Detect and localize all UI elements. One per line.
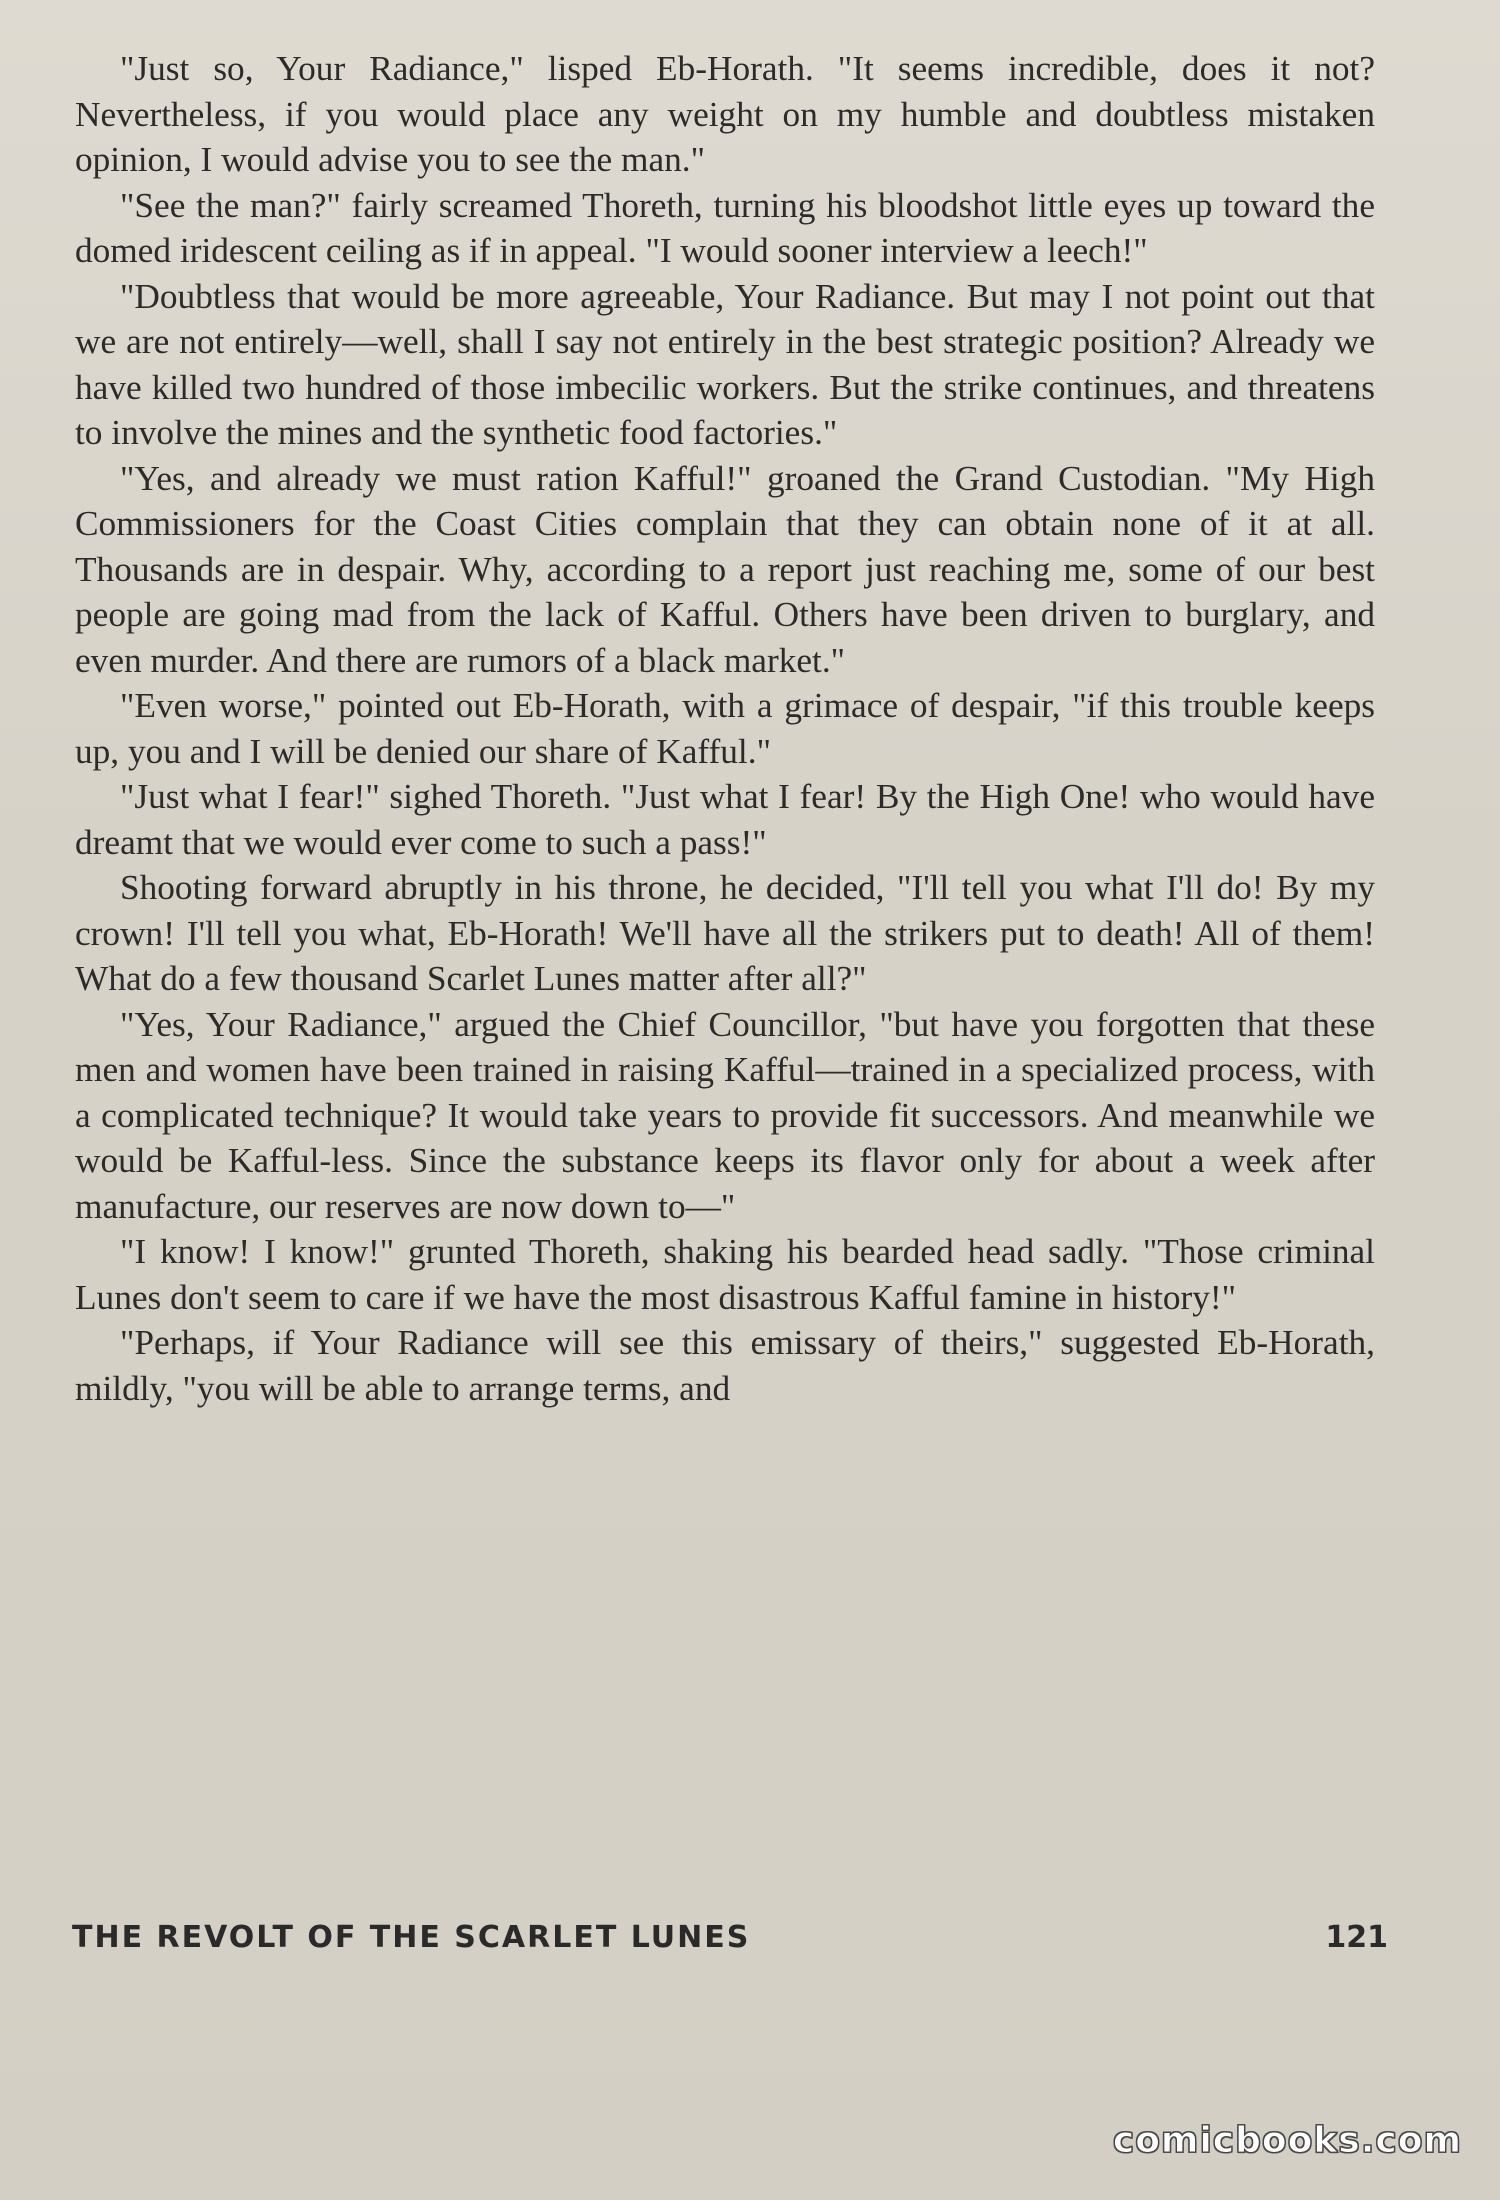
watermark: comicbooks.com (1112, 2120, 1462, 2161)
paragraph-3: "Doubtless that would be more agreeable, Your Radiance. But may I not point out that we are not entirely—well, shall I say not entirely in the best strategic position? Already we have killed two hundred of those imbecilic workers. But the strike continues, and threatens to involve the mines and the synthetic food factories." (75, 276, 1375, 452)
paragraph-10: "Perhaps, if Your Radiance will see this emissary of theirs," suggested Eb-Horath, mildly, "you will be able to arrange terms, and (75, 1323, 1375, 1408)
paragraph-8: "Yes, Your Radiance," argued the Chief Councillor, "but have you forgotten that these men and women have been trained in raising Kafful—trained in a specialized process, with a complicated technique? It would take years to provide fit successors. And meanwhile we would be Kafful-less. Since the substance keeps its flavor only for about a week after manufacture, our reserves are now down to—" (75, 1004, 1375, 1226)
paragraph-9: "I know! I know!" grunted Thoreth, shaking his bearded head sadly. "Those criminal Lunes don't seem to care if we have the most disastrous Kafful famine in history!" (75, 1232, 1375, 1317)
paragraph-4: "Yes, and already we must ration Kafful!" groaned the Grand Custodian. "My High Commissioners for the Coast Cities complain that they can obtain none of it at all. Thousands are in despair. Why, according to a report just reaching me, some of our best people are going mad from the lack of Kafful. Others have been driven to burglary, and even murder. And there are rumors of a black market." (75, 458, 1375, 680)
paragraph-1: "Just so, Your Radiance," lisped Eb-Horath. "It seems incredible, does it not? Nevertheless, if you would place any weight on my humble and doubtless mistaken opinion, I would advise you to see the man." (75, 49, 1375, 179)
paragraph-7: Shooting forward abruptly in his throne, he decided, "I'll tell you what I'll do! By my crown! I'll tell you what, Eb-Horath! We'll have all the strikers put to death! All of them! What do a few thousand Scarlet Lunes matter after all?" (75, 868, 1375, 998)
story-text (75, 46, 1375, 1411)
running-footer-title: THE REVOLT OF THE SCARLET LUNES (72, 1920, 751, 1955)
paragraph-6: "Just what I fear!" sighed Thoreth. "Just what I fear! By the High One! who would have dreamt that we would ever come to such a pass!" (75, 777, 1375, 862)
paragraph-5: "Even worse," pointed out Eb-Horath, with a grimace of despair, "if this trouble keeps up, you and I will be denied our share of Kafful." (75, 686, 1375, 771)
paragraph-2: "See the man?" fairly screamed Thoreth, turning his bloodshot little eyes up toward the domed iridescent ceiling as if in appeal. "I would sooner interview a leech!" (75, 185, 1375, 270)
page-number: 121 (1325, 1920, 1388, 1955)
